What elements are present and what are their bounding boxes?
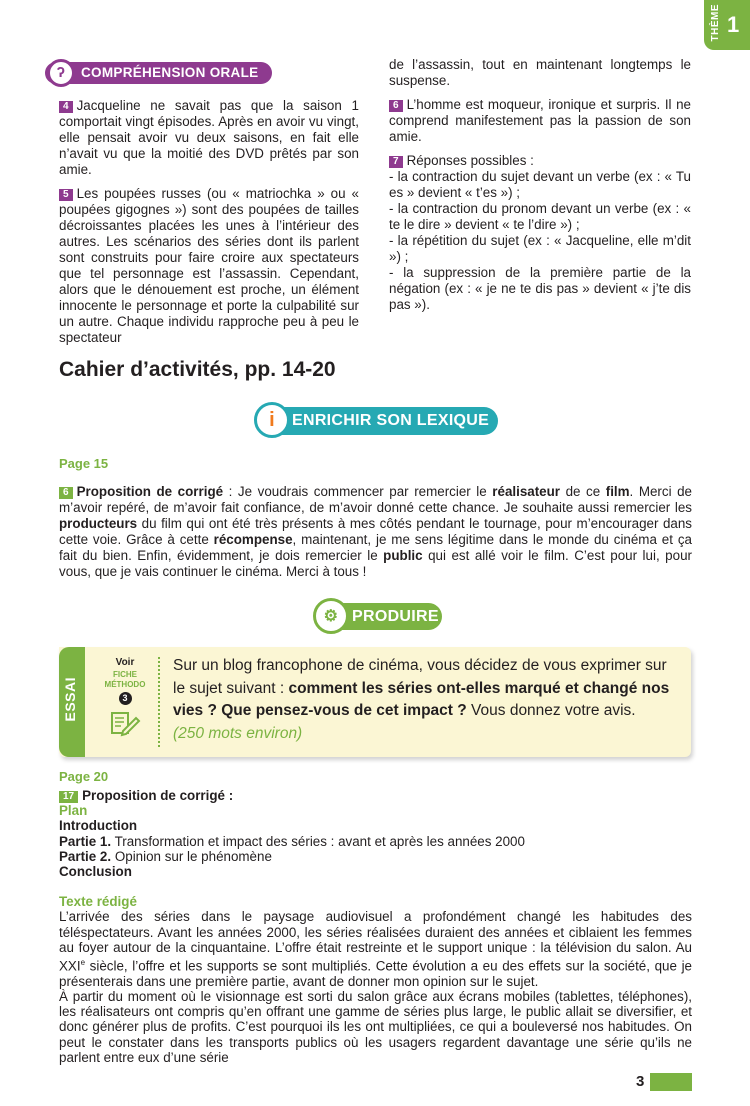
keyword: public [383,548,423,563]
answer-number: 6 [59,487,73,499]
plan-partie-2 [59,849,692,864]
answer-number: 17 [59,791,78,803]
answer-7 [389,153,691,313]
text-segment: de ce [560,484,606,499]
answer-5-continuation: de l’assassin, tout en maintenant longtemps le suspense. [389,57,691,88]
essai-label: ESSAI [62,677,78,722]
comprehension-orale-banner [45,62,272,84]
essai-text-intro: Sur un blog francophone de cinéma, vous décidez de vous exprimer sur le sujet suivant : [173,657,667,697]
corrige-label: Proposition de corrigé [76,484,224,499]
methodo-label: MÉTHODO [104,680,146,689]
essai-word-count: (250 mots environ) [173,724,303,742]
answer-intro: Réponses possibles : [406,153,534,168]
plan-title: Plan [59,803,88,819]
text-segment: du film qui ont été très présents à mes côtés pendant le tournage, pour m’encourager dans cette voie. Grâce à cette [59,516,692,547]
plan-conclusion: Conclusion [59,864,132,880]
keyword: récompense [213,532,293,547]
answer-number: 4 [59,101,73,113]
ear-icon: ʔ [47,59,75,87]
essai-text-end: Vous donnez votre avis. [466,702,636,719]
voir-label: Voir [115,657,135,668]
answer-text: L’homme est moqueur, ironique et surpris. Il ne comprend manifestement pas la passion de son amie. [389,97,691,144]
page-number [636,1073,692,1091]
corrige-label: Proposition de corrigé : [82,788,234,803]
plan-introduction: Introduction [59,818,138,834]
essai-corrige [59,788,692,1065]
answer-line: - la répétition du sujet (ex : « Jacqueline, elle m’dit ») ; [389,233,691,264]
answer-6 [389,97,691,145]
partie-1-label: Partie 1. [59,833,112,849]
produire-title: PRODUIRE [352,607,439,625]
keyword: producteurs [59,516,138,531]
text-segment: . Merci de m’avoir repéré, de m’avoir fait confiance, de m’avoir donné cette chance. Je souhaite aussi remercier les [59,484,693,515]
keyword: film [605,484,630,499]
partie-2-text: Opinion sur le phénomène [111,848,272,864]
theme-number: 1 [727,12,740,37]
comprehension-orale-title: COMPRÉHENSION ORALE [81,65,259,80]
answer-number: 5 [59,189,73,201]
paragraph-1-end: siècle, l’offre et les supports se sont multipliés. Cette évolution a eu des effets sur la société, que je présenterais dans une première partie, avant de donner mon opinion sur le sujet. [59,958,692,989]
essai-prompt [173,655,678,745]
fiche-label: FICHE [113,670,137,679]
gear-brain-icon: ⚙ [313,598,349,634]
essai-box [59,647,691,757]
partie-1-text: Transformation et impact des séries : avant et après les années 2000 [111,833,525,849]
lexique-corrige [59,484,692,580]
plan-partie-1 [59,834,692,849]
comprehension-left-column [56,62,359,354]
theme-label: THÈME [710,4,721,42]
essai-side-label [59,647,85,757]
text-segment: , maintenant, je me sens légitime dans le monde du cinéma et ça fait du bien. Enfin, évidemment, je dois remercier le [59,532,692,563]
enrichir-lexique-title: ENRICHIR SON LEXIQUE [292,412,490,429]
page-number-bar [650,1073,692,1091]
texte-paragraph-1 [59,909,692,988]
page-20-label: Page 20 [59,769,109,784]
page-number-value: 3 [636,1073,645,1090]
essai-text-question: comment les séries ont-elles marqué et changé nos vies ? Que pensez-vous de cet impact ? [173,679,670,719]
text-segment: : Je voudrais commencer par remercier le [223,484,493,499]
answer-number: 7 [389,156,403,168]
answer-line: - la suppression de la première partie de la négation (ex : « je ne te dis pas » devient « j’te dis pas »). [389,265,691,312]
document-pencil-icon [109,709,141,737]
answer-text: Les poupées russes (ou « matriochka » ou « poupées gigognes ») sont des poupées de tailles décroissantes placées les unes à l’intérieur des autres. Les scénarios des séries dont ils parlent sont construits pour faire croire aux spectateurs que tel personnage est l’assassin. Cependant, alors que le dénouement est proche, un élément innocente le personnage et porte la culpabilité sur un autre. Chaque individu rapproche peu à peu le spectateur [59,186,359,345]
superscript: e [80,958,86,968]
page-15-label: Page 15 [59,456,109,471]
answer-line: - la contraction du sujet devant un verbe (ex : « Tu es » devient « t’es ») ; [389,169,691,200]
partie-2-label: Partie 2. [59,848,112,864]
text-segment: qui est allé voir le film. C’est pour lui, pour vous, que je vais continuer le cinéma. Merci à tous ! [59,548,692,579]
info-icon: i [254,402,290,438]
keyword: réalisateur [492,484,561,499]
fiche-number: 3 [119,692,132,705]
texte-redige-title: Texte rédigé [59,894,137,910]
comprehension-right-column [389,57,691,313]
fiche-methodo-reference [97,657,153,742]
texte-paragraph-2: À partir du moment où le visionnage est sorti du salon grâce aux écrans mobiles (tablettes, téléphones), les réalisateurs ont compris qu’en offrant une gamme de séries plus large, le public allait se diversifier, et donc générer plus de profits. C’est pourquoi ils les ont multipliées, ce qui a bouleversé nos habitudes. On peut le constater dans les transports publics où les usagers regardent davantage une série qu’ils ne parlent entre eux d’une série [59,988,692,1065]
enrichir-lexique-banner [258,407,498,435]
essai-separator [158,657,160,747]
answer-line: - la contraction du pronom devant un verbe (ex : « te le dire » devient « te l’dire ») ; [389,201,691,232]
answer-5 [59,186,359,346]
cahier-title: Cahier d’activités, pp. 14-20 [59,358,336,381]
paragraph-1-start: L’arrivée des séries dans le paysage audiovisuel a profondément changé les habitudes des téléspectateurs. Avant les années 2000, les séries réalisées duraient des années et ciblaient les femmes au foyer autour de la cinquantaine. L’offre était restreinte et le support unique : la télévision du salon. Au XXI [59,909,692,974]
theme-tab [704,0,750,50]
answer-text: Jacqueline ne savait pas que la saison 1 comportait vingt épisodes. Après en avoir vu vingt, elle pensait avoir vu deux saisons, en fait elle n’avait vu que la moitié des DVD prêtés par son amie. [59,98,359,177]
produire-banner [318,603,442,630]
answer-4 [59,98,359,178]
answer-number: 6 [389,100,403,112]
